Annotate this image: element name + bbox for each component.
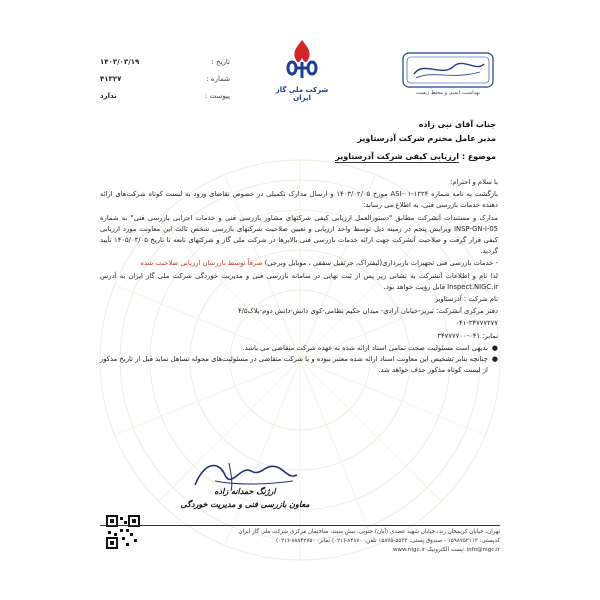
greeting: با سلام و احترام؛ [450,178,498,186]
number-row [100,75,230,83]
hse-text: بهداشت، ایمنی و محیط زیست [416,90,480,96]
number-value: ۴۱۳۲۷ [100,75,122,83]
fax-number: نمابر: ۰۴۱-۳۴۷۷۷۷۰۰ [437,331,498,340]
phone-number: ۰۴۱-۳۴۷۷۷۲۷۷ [455,319,498,328]
note-1-text: بدیهی است مسئولیت صحت تمامی اسناد ارائه شده به عهده شرکت متقاضی می باشد. [242,343,488,352]
paragraph-4: لذا نام و اطلاعات آنشرکت به نشانی زیر پس از ثبت نهایی در سامانه بازرسی فنی و مدیریت خوردگی شرکت ملی گاز ایران به آدرس Inspect.NIGC.ir قابل رؤیت خواهد بود. [100,271,498,291]
attachment-row [100,92,230,100]
recipient-name: جناب آقای نبی زاده [418,120,496,129]
letter-meta [100,58,230,109]
paragraph-2: مدارک و مستندات آنشرکت مطابق "دستورالعمل ارزیابی کیفی شرکتهای مشاور بازرسی فنی و خدمات اجرایی بازرسی فنی" به شماره INSP-GN-I-05 ویرایش پنجم در زمینه ذیل توسط واحد ارزیابی و تعیین صلاحیت شرکتهای بازرسی شخص ثالث این معاونت مورد ارزیابی کیفی قرار گرفت و صلاحیت آنشرکت جهت ارائه خدمات بازرسی فنی بالابرها در شرکت ملی گاز و شرکتهای تابعه تا تاریخ ۱۴۰۵/۰۳/۰۵ تأیید گردید. [100,213,499,256]
company-name: نام شرکت : آذرستاویز [434,295,498,304]
office-address: دفتر مرکزی آنشرکت: تبریز-خیابان آزادی- میدان حکیم نظامی-کوی دانش-دانش دوم-پلاک۴/۵ [238,307,498,316]
recipient-title: مدیر عامل محترم شرکت آذرستاویز [357,134,496,143]
recipient-block [196,118,496,146]
subject-text: ارزیابی کیفی شرکت آذرستاویز [335,152,460,161]
paragraph-3 [100,258,498,269]
hse-logo-icon [402,52,494,88]
service-scope-highlight: صرفاً توسط بازرسان ارزیابی صلاحیت شده [140,259,263,268]
nigc-flame-icon [282,38,322,80]
date-label: تاریخ : [211,58,230,66]
nigc-logo [274,38,330,102]
attachment-label: پیوست : [205,92,230,100]
paragraph-1: بازگشت به نامه شماره ۱۲۲۴-ASI-۰۱ مورخ ۱۴۰۳/۰۲/۰۵ و ارسال مدارک تکمیلی در خصوص تقاضای ورود به لیست کوتاه شرکت‌های ارائه دهنده خدمات بازرسی فنی، به اطلاع می رساند: [100,190,498,210]
nigc-name: شرکت ملی گاز ایران [275,86,329,102]
footer-address: تهران، خیابان کریمخان زند، خیابان شهید عضدی (آبان) جنوبی، نبش سپند، ساختمان مرکزی شرکت ملی گاز ایران [238,529,500,535]
note-1 [100,343,498,354]
letter-body [100,177,498,376]
bullet-icon: ● [491,355,498,364]
signatory-name: ارژنگ حمدانه زاده [214,487,276,496]
subject-line [196,152,496,161]
date-value: ۱۴۰۳/۰۳/۱۹ [100,58,140,66]
service-scope: - خدمات بازرسی فنی تجهیزات باربرداری(لیفتراک، جرثقیل سقفی ، موبایل وبرجی) [262,259,498,268]
subject-label: موضوع : [461,152,496,161]
note-2-text: چنانچه بنابر تشخیص این معاونت اسناد ارائه شده معتبر نبوده و یا شرکت متقاضی در مسئولیت‌های محوله تساهل نماید قبل از تاریخ مذکور از لیست کوتاه مذکور حذف خواهد شد. [100,355,488,375]
signatory-title: معاون بازرسی فنی و مدیریت خوردگی [180,500,310,509]
letter-footer [100,528,500,555]
footer-contacts: کدپستی: ۱۵۹۸۷۵۳۱۱۳ - صندوق پستی: ۵۵۳۳-۱۵۸۷۵ تلفن: ۸۴۸۷۰-(۰۲۱) نمابر: ۸۸۸۴۲۷۵۰-(۰۲۱) [275,538,500,544]
footer-divider [100,525,500,526]
note-2 [100,354,498,376]
signature-block [170,455,320,509]
footer-web: info@nigc.ir :پست الکترونیک www.nigc.ir [392,547,500,553]
number-label: شماره : [206,75,230,83]
attachment-value: ندارد [100,92,117,100]
date-row [100,58,230,66]
bullet-icon: ● [491,343,498,352]
